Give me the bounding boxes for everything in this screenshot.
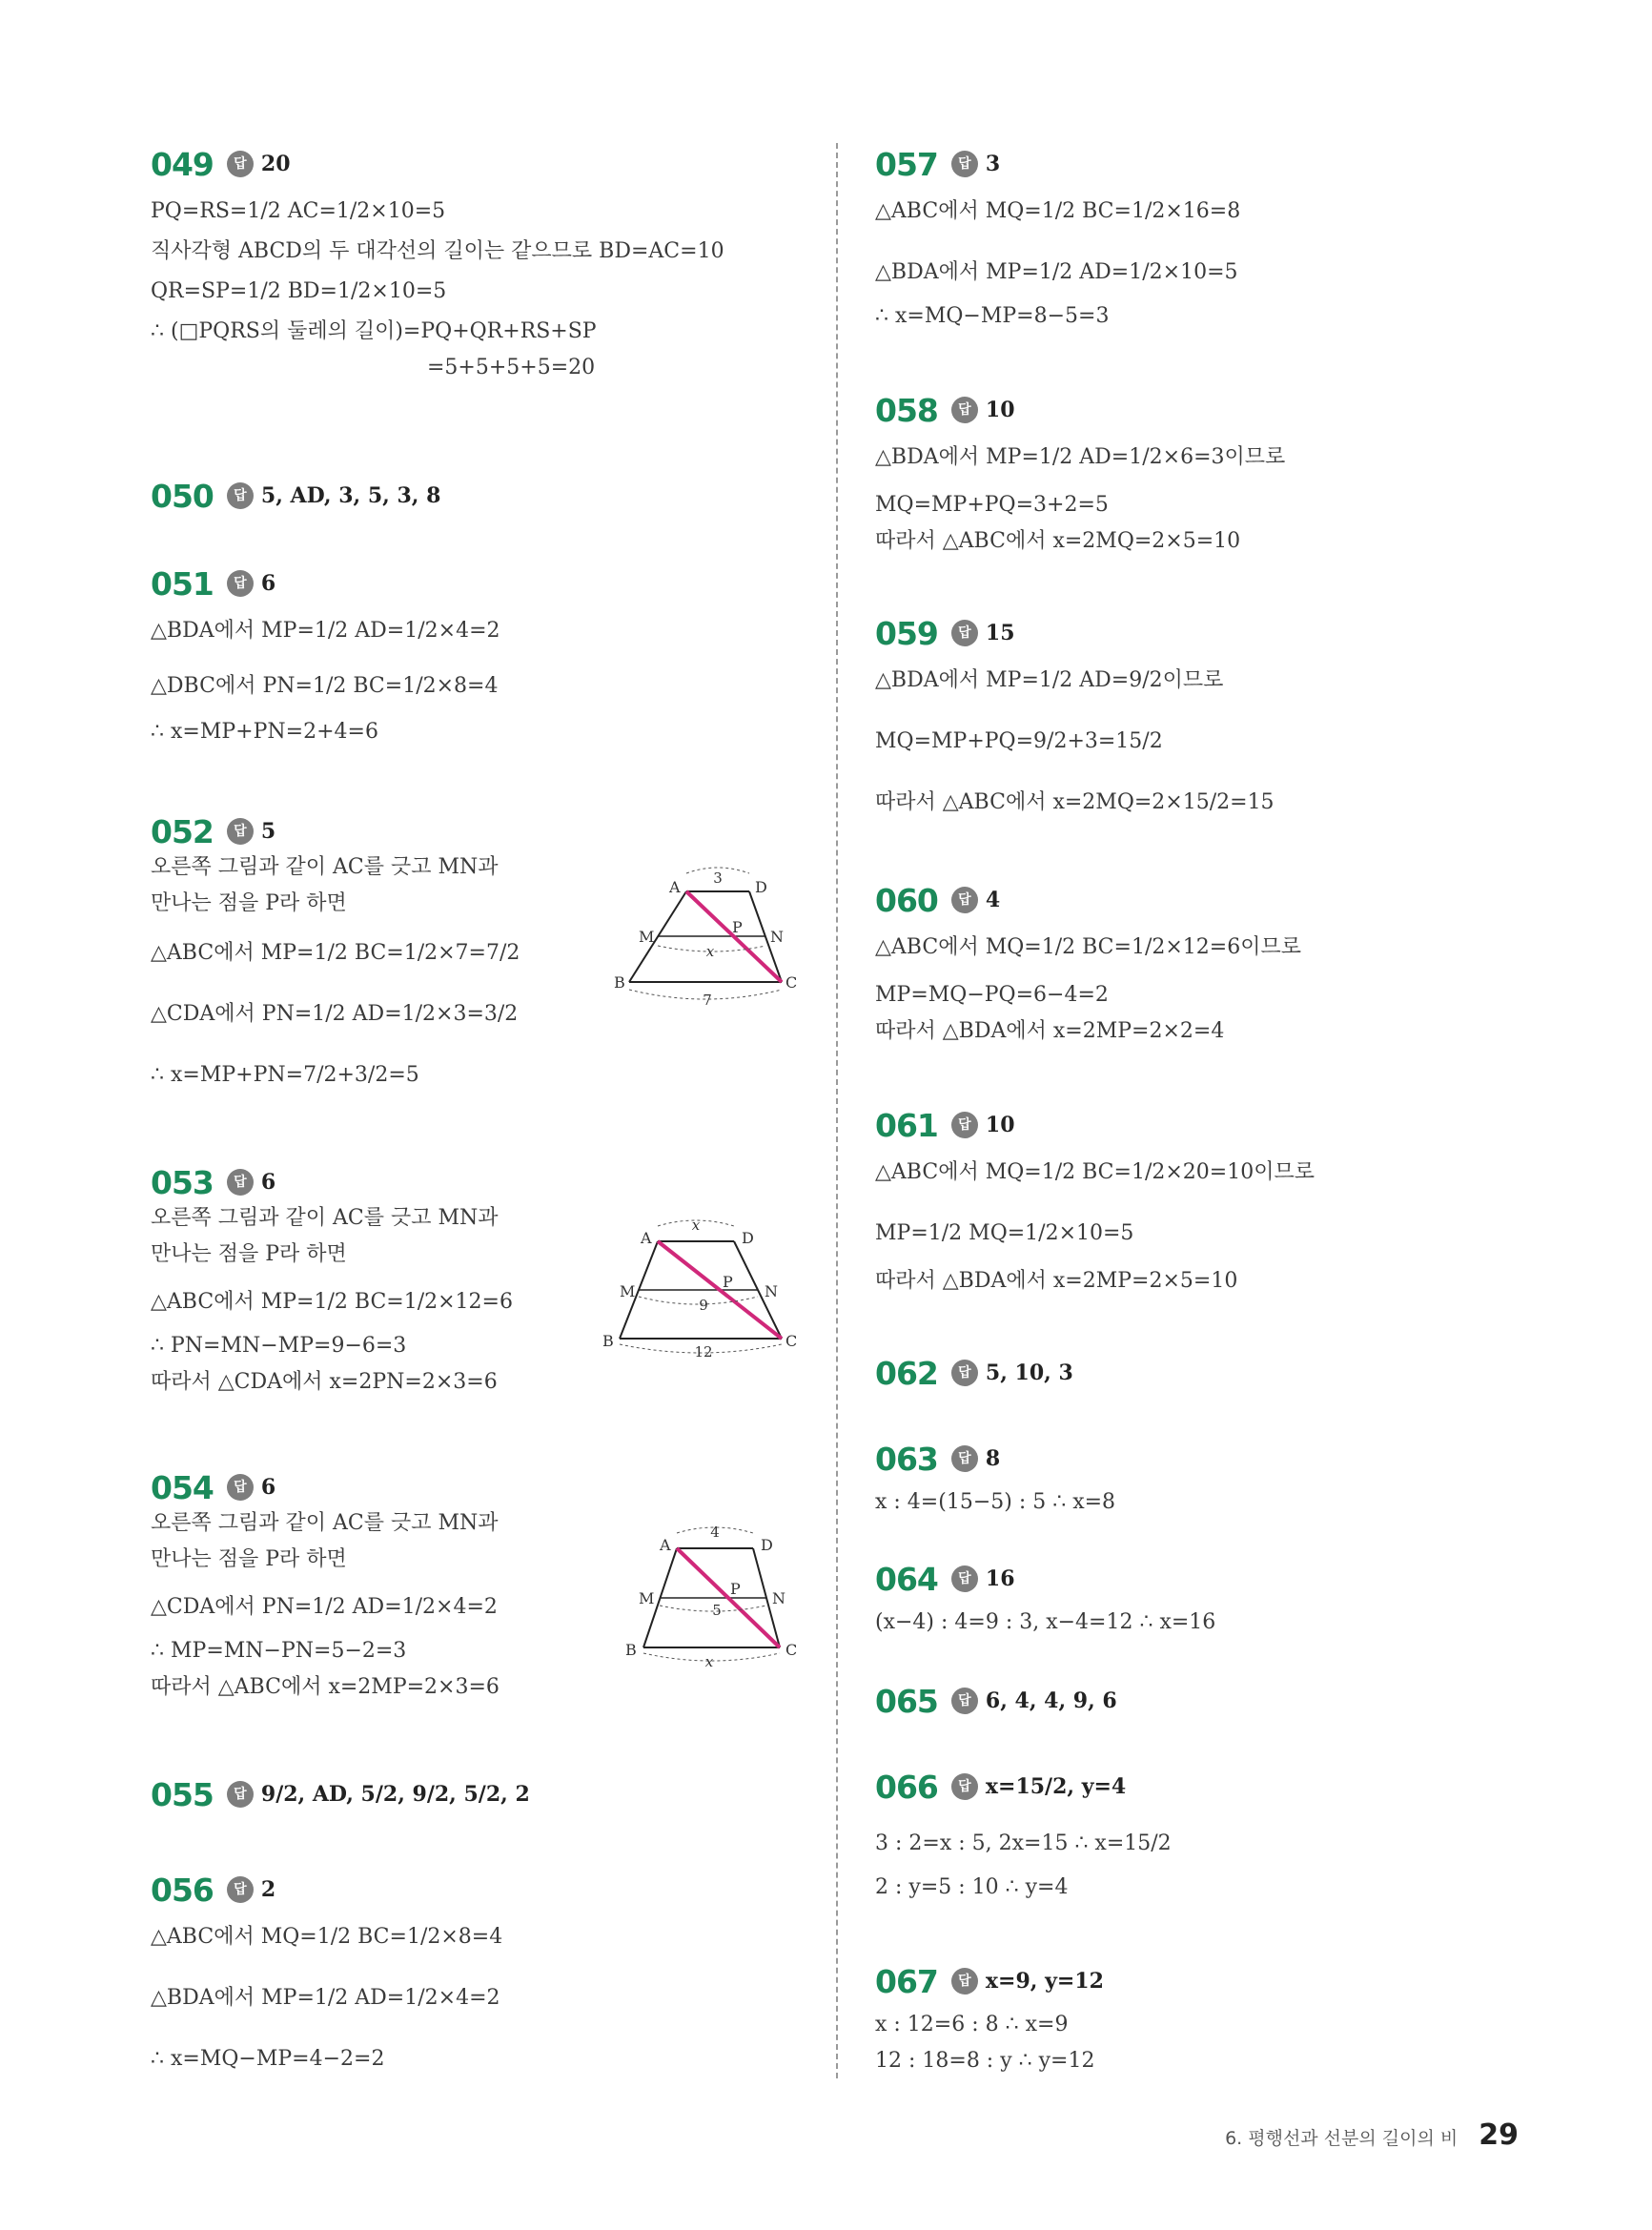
middle-length: x [705,943,715,960]
label-B: B [625,1641,637,1659]
answer-badge: 답 [951,151,978,177]
label-A: A [641,1229,652,1247]
bottom-length: x [704,1653,714,1670]
solution-line: 12 : 18=8 : y ∴ y=12 [875,2049,1095,2073]
answer-badge: 답 [227,570,254,597]
solution-line: 3 : 2=x : 5, 2x=15 ∴ x=15/2 [875,1831,1172,1855]
label-M: M [620,1282,636,1300]
answer: 4 [985,888,1001,912]
problem-number: 056 [151,1871,214,1909]
solution-line: 따라서 △BDA에서 x=2MP=2×5=10 [875,1269,1238,1293]
label-P: P [730,1580,741,1598]
answer: 15 [985,621,1015,645]
label-N: N [772,1589,785,1607]
solution-line: △BDA에서 MP=1/2 AD=1/2×6=3이므로 [875,445,1286,469]
solution-line: △BDA에서 MP=1/2 AD=1/2×4=2 [151,619,500,643]
solution-line: QR=SP=1/2 BD=1/2×10=5 [151,279,447,303]
trapezoid-figure-054 [610,1518,810,1670]
problem-065 [875,1680,1523,1722]
answer: 3 [985,152,1001,176]
problem-number: 061 [875,1106,938,1144]
answer: 6, 4, 4, 9, 6 [985,1688,1117,1713]
answer-badge: 답 [227,1876,254,1903]
problem-055 [151,1773,799,1815]
label-C: C [785,973,798,992]
problem-number: 054 [151,1468,214,1506]
label-B: B [602,1332,614,1350]
answer: 5 [260,819,276,844]
problem-number: 064 [875,1560,938,1598]
answer-badge: 답 [951,1360,978,1386]
answer: 10 [985,398,1015,422]
solution-line: △ABC에서 MQ=1/2 BC=1/2×16=8 [875,199,1241,223]
column-divider [836,143,838,2078]
label-D: D [761,1536,773,1554]
solution-line: △ABC에서 MQ=1/2 BC=1/2×12=6이므로 [875,935,1301,959]
label-C: C [785,1332,798,1350]
solution-line: MQ=MP+PQ=3+2=5 [875,493,1109,517]
bottom-length: 7 [703,992,712,1009]
label-C: C [785,1641,798,1659]
solution-line: △ABC에서 MQ=1/2 BC=1/2×20=10이므로 [875,1160,1315,1184]
answer: x=9, y=12 [985,1969,1104,1994]
answer-badge: 답 [951,1773,978,1800]
solution-line: ∴ x=MQ−MP=4−2=2 [151,2047,385,2071]
answer-badge: 답 [951,397,978,423]
problem-number: 063 [875,1440,938,1478]
top-length: 3 [713,869,723,887]
problem-number: 062 [875,1354,938,1392]
problem-066 [875,1766,1523,1901]
solution-line: △BDA에서 MP=1/2 AD=1/2×10=5 [875,260,1238,284]
answer: 20 [260,152,291,176]
solution-line: 직사각형 ABCD의 두 대각선의 길이는 같으므로 BD=AC=10 [151,239,724,263]
answer: 5, 10, 3 [985,1361,1073,1385]
solution-line: =5+5+5+5=20 [427,356,596,379]
problem-number: 066 [875,1768,938,1806]
trapezoid-figure-052 [610,866,801,1009]
label-M: M [639,1589,655,1607]
answer: x=15/2, y=4 [985,1774,1127,1799]
solution-line: 2 : y=5 : 10 ∴ y=4 [875,1875,1069,1899]
solution-line: ∴ x=MQ−MP=8−5=3 [875,304,1110,328]
solution-line: 따라서 △ABC에서 x=2MQ=2×5=10 [875,529,1241,553]
answer: 9/2, AD, 5/2, 9/2, 5/2, 2 [260,1782,530,1807]
solution-line: 따라서 △ABC에서 x=2MP=2×3=6 [151,1675,500,1699]
label-P: P [723,1273,733,1291]
answer-badge: 답 [227,1781,254,1808]
problem-061 [875,1104,1523,1295]
problem-062 [875,1352,1523,1394]
problem-number: 059 [875,614,938,652]
answer: 6 [260,1170,276,1195]
solution-line: x : 4=(15−5) : 5 ∴ x=8 [875,1490,1116,1514]
problem-number: 065 [875,1682,938,1720]
solution-line: 오른쪽 그림과 같이 AC를 긋고 MN과 [151,1511,499,1535]
answer-badge: 답 [951,1688,978,1714]
problem-057 [875,143,1523,330]
problem-064 [875,1558,1523,1636]
label-A: A [669,878,681,896]
problem-058 [875,389,1523,555]
solution-line: MQ=MP+PQ=9/2+3=15/2 [875,729,1163,753]
chapter-title: 6. 평행선과 선분의 길이의 비 [1225,2128,1458,2149]
answer-badge: 답 [227,1169,254,1196]
problem-number: 050 [151,477,214,515]
solution-line: 만나는 점을 P라 하면 [151,1242,347,1266]
solution-line: x : 12=6 : 8 ∴ x=9 [875,2013,1069,2036]
answer: 8 [985,1446,1001,1471]
answer: 10 [985,1113,1015,1137]
solution-line: 따라서 △BDA에서 x=2MP=2×2=4 [875,1019,1225,1043]
problem-number: 060 [875,881,938,919]
top-length: 4 [710,1524,720,1541]
solution-line: (x−4) : 4=9 : 3, x−4=12 ∴ x=16 [875,1610,1216,1634]
solution-line: 따라서 △ABC에서 x=2MQ=2×15/2=15 [875,790,1275,814]
answer-badge: 답 [227,1474,254,1501]
solution-line: PQ=RS=1/2 AC=1/2×10=5 [151,199,446,223]
problem-number: 057 [875,145,938,183]
label-P: P [732,918,743,936]
problem-number: 049 [151,145,214,183]
problem-067 [875,1960,1523,2075]
middle-length: 5 [712,1602,722,1619]
answer: 2 [260,1877,276,1902]
problem-number: 055 [151,1775,214,1813]
label-D: D [755,878,767,896]
solution-line: 따라서 △CDA에서 x=2PN=2×3=6 [151,1370,498,1394]
solution-line: ∴ (□PQRS의 둘레의 길이)=PQ+QR+RS+SP [151,319,597,343]
solution-line: ∴ PN=MN−MP=9−6=3 [151,1334,407,1358]
problem-number: 052 [151,812,214,850]
problem-050 [151,475,799,517]
answer-badge: 답 [227,482,254,509]
answer: 5, AD, 3, 5, 3, 8 [260,483,441,508]
answer-badge: 답 [227,151,254,177]
page-number: 29 [1479,2118,1519,2152]
solution-line: 만나는 점을 P라 하면 [151,891,347,915]
answer-badge: 답 [951,620,978,646]
middle-length: 9 [699,1297,708,1314]
solution-line: △ABC에서 MP=1/2 BC=1/2×7=7/2 [151,941,520,965]
answer: 6 [260,1475,276,1500]
trapezoid-figure-053 [601,1211,810,1363]
solution-line: MP=MQ−PQ=6−4=2 [875,983,1109,1007]
label-N: N [765,1282,778,1300]
answer: 16 [985,1566,1015,1591]
answer-badge: 답 [951,1565,978,1592]
problem-051 [151,563,799,746]
solution-line: ∴ x=MP+PN=7/2+3/2=5 [151,1063,419,1087]
solution-line: △ABC에서 MQ=1/2 BC=1/2×8=4 [151,1925,503,1949]
bottom-length: 12 [694,1343,713,1361]
label-B: B [614,973,625,992]
solution-line: △DBC에서 PN=1/2 BC=1/2×8=4 [151,674,499,698]
problem-056 [151,1869,799,2073]
answer-badge: 답 [951,1968,978,1995]
label-N: N [770,928,784,946]
problem-063 [875,1438,1523,1516]
problem-number: 053 [151,1163,214,1201]
solution-line: △ABC에서 MP=1/2 BC=1/2×12=6 [151,1290,513,1314]
solution-line: ∴ MP=MN−PN=5−2=3 [151,1639,407,1663]
answer-badge: 답 [951,1112,978,1138]
solution-line: △CDA에서 PN=1/2 AD=1/2×3=3/2 [151,1002,519,1026]
solution-line: MP=1/2 MQ=1/2×10=5 [875,1221,1134,1245]
solution-line: △CDA에서 PN=1/2 AD=1/2×4=2 [151,1595,498,1619]
problem-060 [875,879,1523,1045]
answer-badge: 답 [951,887,978,913]
solution-line: ∴ x=MP+PN=2+4=6 [151,720,378,744]
answer-badge: 답 [227,818,254,845]
solution-line: △BDA에서 MP=1/2 AD=1/2×4=2 [151,1986,500,2010]
label-D: D [742,1229,754,1247]
problem-number: 051 [151,564,214,603]
problem-number: 067 [875,1962,938,2000]
answer: 6 [260,571,276,596]
answer-badge: 답 [951,1445,978,1472]
label-A: A [660,1536,671,1554]
problem-059 [875,612,1523,816]
solution-line: 오른쪽 그림과 같이 AC를 긋고 MN과 [151,1206,499,1230]
page-footer [1225,2118,1519,2152]
solution-line: △BDA에서 MP=1/2 AD=9/2이므로 [875,668,1224,692]
top-length: x [691,1217,701,1234]
solution-line: 오른쪽 그림과 같이 AC를 긋고 MN과 [151,855,499,879]
solution-line: 만나는 점을 P라 하면 [151,1547,347,1571]
problem-049 [151,143,799,381]
label-M: M [639,928,655,946]
problem-number: 058 [875,391,938,429]
